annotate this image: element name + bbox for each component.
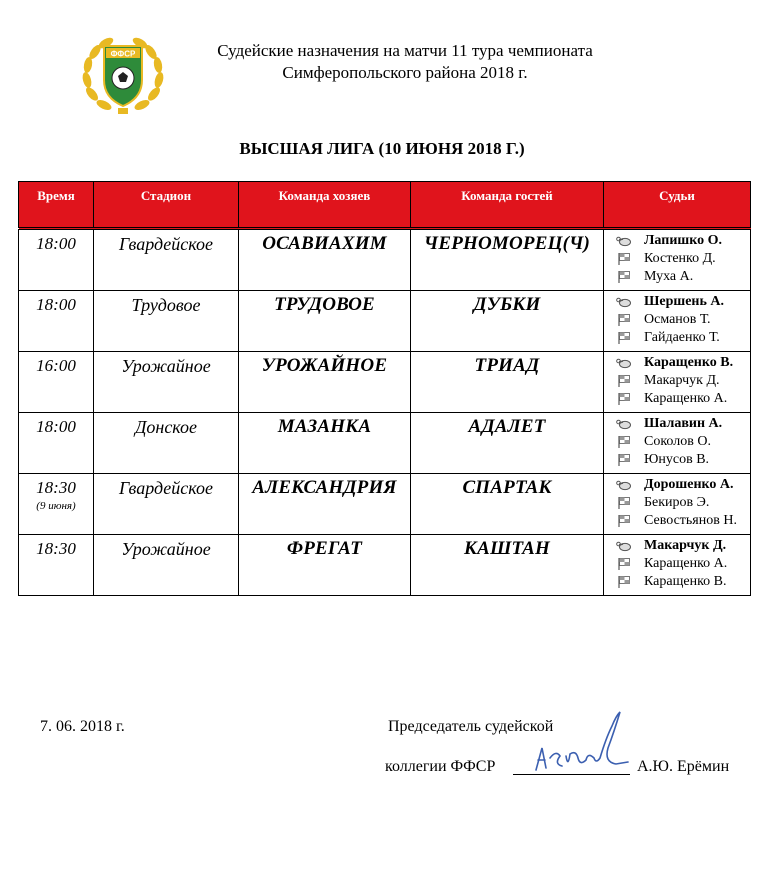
stadium: Трудовое [94,291,239,352]
col-header-away: Команда гостей [411,182,604,229]
referee-name: Макарчук Д. [644,373,720,388]
assistant-referee [604,311,750,329]
flag-icon [616,270,632,284]
referees-cell [604,535,751,596]
home-team: УРОЖАЙНОЕ [239,352,411,413]
match-time [19,229,94,291]
ffsr-logo [80,32,166,118]
flag-icon [616,252,632,266]
main-referee [604,415,750,433]
referee-name: Дорошенко А. [644,477,734,492]
referees-cell [604,474,751,535]
flag-icon [616,374,632,388]
assistant-referee [604,268,750,286]
time-value: 18:00 [36,234,76,253]
title-line-1: Судейские назначения на матчи 11 тура чемпионата [217,41,593,60]
referee-name: Севостьянов Н. [644,513,737,528]
title-line-2: Симферопольского района 2018 г. [282,63,528,82]
stadium: Гвардейское [94,474,239,535]
referee-name: Муха А. [644,269,694,284]
referee-name: Соколов О. [644,434,711,449]
away-team: АДАЛЕТ [411,413,604,474]
chair-title: Председатель судейской [388,718,554,735]
referee-name: Каращенко В. [644,355,734,370]
assistant-referee [604,512,750,530]
assistant-referee [604,433,750,451]
match-time [19,413,94,474]
col-header-referees: Судьи [604,182,751,229]
table-row [19,413,751,474]
away-team: КАШТАН [411,535,604,596]
referee-name: Костенко Д. [644,251,716,266]
away-team: ТРИАД [411,352,604,413]
referee-name: Юнусов В. [644,452,710,467]
referees-cell [604,291,751,352]
col-header-stadium: Стадион [94,182,239,229]
flag-icon [616,514,632,528]
table-row [19,291,751,352]
whistle-icon [616,234,632,248]
flag-icon [616,496,632,510]
whistle-icon [616,295,632,309]
assistant-referee [604,390,750,408]
referee-name: Гайдаенко Т. [644,330,720,345]
away-team: ЧЕРНОМОРЕЦ(Ч) [411,229,604,291]
referee-name: Османов Т. [644,312,711,327]
home-team: АЛЕКСАНДРИЯ [239,474,411,535]
match-time [19,352,94,413]
home-team: ТРУДОВОЕ [239,291,411,352]
flag-icon [616,392,632,406]
assistant-referee [604,451,750,469]
table-row [19,535,751,596]
flag-icon [616,453,632,467]
away-team: СПАРТАК [411,474,604,535]
referee-name: Каращенко А. [644,391,728,406]
referee-name: Шершень А. [644,294,724,309]
time-value: 18:30 [36,539,76,558]
stadium: Урожайное [94,535,239,596]
flag-icon [616,575,632,589]
whistle-icon [616,417,632,431]
assistant-referee [604,372,750,390]
time-note: (9 июня) [36,500,76,512]
match-time [19,474,94,535]
referees-cell [604,413,751,474]
flag-icon [616,313,632,327]
assistant-referee [604,555,750,573]
match-time [19,291,94,352]
referee-name: Бекиров Э. [644,495,710,510]
match-time [19,535,94,596]
time-value: 18:00 [36,295,76,314]
league-heading: ВЫСШАЯ ЛИГА (10 ИЮНЯ 2018 Г.) [239,139,525,158]
col-header-home: Команда хозяев [239,182,411,229]
home-team: МАЗАНКА [239,413,411,474]
referee-name: Каращенко А. [644,556,728,571]
referees-cell [604,229,751,291]
assistant-referee [604,329,750,347]
table-row [19,474,751,535]
time-value: 18:00 [36,417,76,436]
svg-text:ФФСР: ФФСР [110,49,136,59]
whistle-icon [616,478,632,492]
whistle-icon [616,539,632,553]
referee-name: Каращенко В. [644,574,727,589]
main-referee [604,476,750,494]
time-value: 18:30 [36,478,76,497]
referee-name: Макарчук Д. [644,538,727,553]
stadium: Гвардейское [94,229,239,291]
schedule-table [18,181,751,596]
home-team: ОСАВИАХИМ [239,229,411,291]
chair-org: коллегии ФФСР [385,758,496,775]
table-row [19,352,751,413]
main-referee [604,354,750,372]
flag-icon [616,557,632,571]
referee-name: Лапишко О. [644,233,722,248]
signature-image [520,708,630,778]
flag-icon [616,331,632,345]
stadium: Урожайное [94,352,239,413]
table-header-row [19,182,751,229]
assistant-referee [604,573,750,591]
main-referee [604,293,750,311]
document-date: 7. 06. 2018 г. [40,718,125,735]
assistant-referee [604,494,750,512]
flag-icon [616,435,632,449]
main-referee [604,537,750,555]
away-team: ДУБКИ [411,291,604,352]
home-team: ФРЕГАТ [239,535,411,596]
stadium: Донское [94,413,239,474]
table-row [19,229,751,291]
referee-name: Шалавин А. [644,416,723,431]
time-value: 16:00 [36,356,76,375]
referees-cell [604,352,751,413]
assistant-referee [604,250,750,268]
col-header-time: Время [19,182,94,229]
main-referee [604,232,750,250]
chair-name: А.Ю. Ерёмин [637,758,730,775]
whistle-icon [616,356,632,370]
document-title [170,40,640,84]
